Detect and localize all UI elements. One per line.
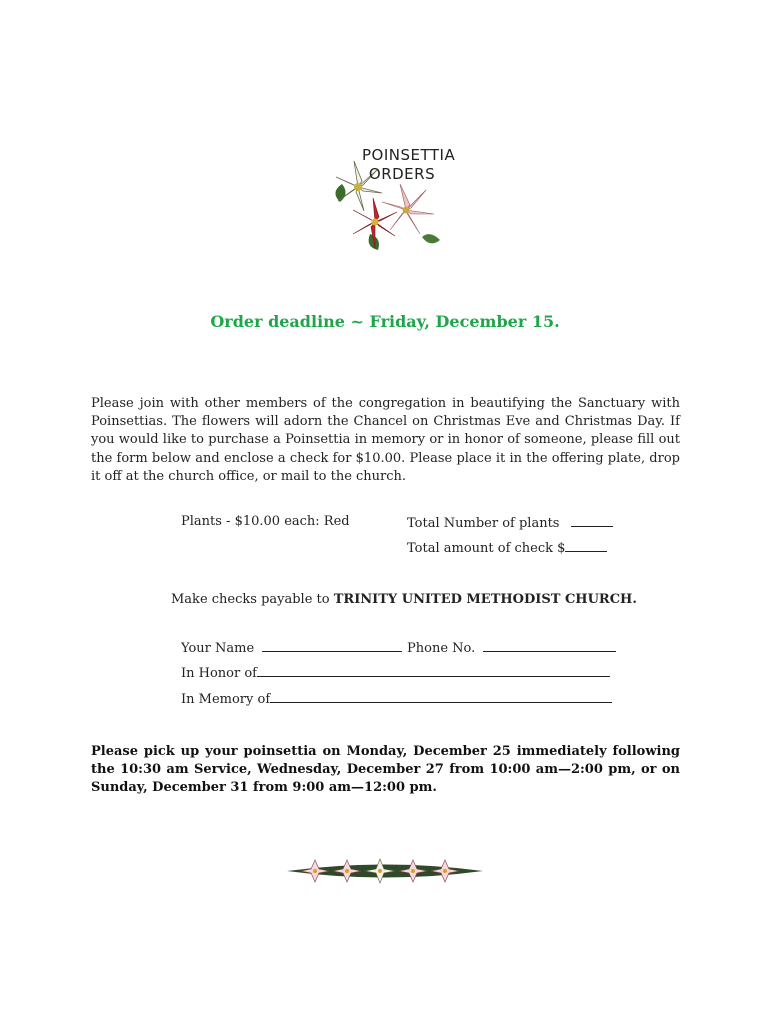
name-blank[interactable] bbox=[262, 639, 402, 652]
phone-blank[interactable] bbox=[483, 639, 616, 652]
checks-payable-prefix: Make checks payable to bbox=[171, 592, 334, 607]
memory-label: In Memory of bbox=[181, 692, 271, 707]
checks-payable-line bbox=[171, 592, 637, 607]
order-deadline-heading: Order deadline ~ Friday, December 15. bbox=[210, 312, 560, 331]
total-plants-label: Total Number of plants bbox=[407, 516, 560, 531]
plants-price-label: Plants - $10.00 each: Red bbox=[181, 514, 350, 529]
total-plants-row bbox=[407, 514, 613, 531]
total-amount-label: Total amount of check $ bbox=[407, 541, 566, 556]
phone-label: Phone No. bbox=[407, 641, 476, 656]
logo-title-line1: POINSETTIA bbox=[362, 146, 456, 164]
intro-paragraph: Please join with other members of the congregation in beautifying the Sanctuary with Poinsettias. The flowers will adorn the Chancel on Christmas Eve and Christmas Day. If you would like to purchase a Poinsettia in memory or in honor of someone, please fill out the form below and enclose a check for $10.00. Please place it in the offering plate, drop it off at the church office, or mail to the church. bbox=[91, 396, 680, 484]
pickup-paragraph: Please pick up your poinsettia on Monday, December 25 immediately following the 10:30 am Service, Wednesday, December 27 from 10:00 am—2:00 pm, or on Sunday, December 31 from 9:00 am—12:00 pm. bbox=[91, 744, 680, 796]
total-plants-blank[interactable] bbox=[571, 514, 613, 527]
logo-title-line2: ORDERS bbox=[368, 165, 436, 183]
poinsettia-garland-icon bbox=[285, 852, 485, 890]
name-row bbox=[181, 639, 402, 656]
phone-row bbox=[407, 639, 616, 656]
name-label: Your Name bbox=[181, 641, 255, 656]
checks-payee: TRINITY UNITED METHODIST CHURCH. bbox=[333, 592, 637, 607]
honor-blank[interactable] bbox=[257, 664, 610, 677]
memory-blank[interactable] bbox=[270, 690, 612, 703]
honor-label: In Honor of bbox=[181, 666, 257, 681]
honor-row bbox=[181, 664, 610, 681]
memory-row bbox=[181, 690, 612, 707]
logo-title bbox=[362, 146, 456, 184]
total-amount-blank[interactable] bbox=[565, 539, 607, 552]
total-amount-row bbox=[407, 539, 607, 556]
